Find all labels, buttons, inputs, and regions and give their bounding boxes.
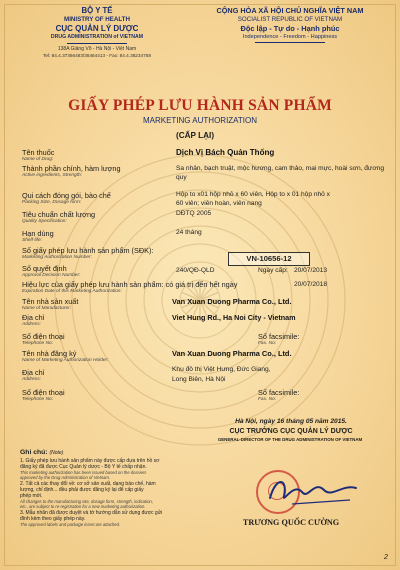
label-ingredients: Thành phần chính, hàm lượng bbox=[22, 164, 121, 173]
value-issue-date: 20/07/2013 bbox=[294, 267, 328, 274]
label-registrant-fax-en: Fax. No: bbox=[258, 397, 277, 402]
header-left-divider bbox=[67, 43, 127, 44]
director-title-en: GENERAL-DIRECTOR OF THE DRUG ADMINISTRATION OF VIETNAM bbox=[217, 437, 363, 442]
national-motto: Độc lập - Tự do - Hạnh phúc bbox=[240, 24, 340, 33]
label-manufacturer-en: Name of Manufacturer: bbox=[22, 306, 72, 311]
label-manufacturer: Tên nhà sản xuất bbox=[22, 297, 79, 306]
republic-name: CỘNG HÒA XÃ HỘI CHỦ NGHĨA VIỆT NAM bbox=[216, 6, 364, 15]
label-manufacturer-fax-en: Fax. No: bbox=[258, 341, 277, 346]
value-registrant-address-line1: Khu đô thị Việt Hưng, Đức Giang, bbox=[172, 366, 271, 373]
document-subtitle: MARKETING AUTHORIZATION bbox=[142, 116, 258, 125]
label-registrant: Tên nhà đăng ký bbox=[22, 349, 77, 358]
signer-name: TRƯƠNG QUỐC CƯỜNG bbox=[242, 518, 340, 527]
value-decision-number: 240/QĐ-QLD bbox=[176, 267, 215, 274]
label-registrant-address: Địa chỉ bbox=[22, 368, 45, 377]
label-manufacturer-fax: Số facsimile: bbox=[258, 332, 300, 341]
notes-list bbox=[20, 458, 180, 527]
label-registration-number-en: Marketing Authorization Number: bbox=[22, 255, 92, 260]
value-registrant: Van Xuan Duong Pharma Co., Ltd. bbox=[172, 349, 292, 358]
header-right bbox=[190, 6, 390, 43]
header-left bbox=[22, 6, 172, 58]
label-decision-number: Số quyết định bbox=[22, 264, 67, 273]
director-title: CỤC TRƯỞNG CỤC QUẢN LÝ DƯỢC bbox=[229, 428, 353, 435]
label-drug-name: Tên thuốc bbox=[22, 148, 55, 157]
label-registrant-phone-en: Telephone No: bbox=[22, 397, 54, 402]
value-registrant-address-line2: Long Biên, Hà Nội bbox=[172, 376, 226, 383]
label-manufacturer-phone-en: Telephone No: bbox=[22, 341, 54, 346]
value-shelf-life: 24 tháng bbox=[176, 229, 202, 236]
ministry-name: BỘ Y TẾ bbox=[81, 6, 113, 15]
reissue-label: (CẤP LẠI) bbox=[176, 131, 215, 140]
label-ingredients-en: Active ingredients, Strength: bbox=[22, 173, 82, 178]
label-registrant-phone: Số điện thoại bbox=[22, 388, 65, 397]
label-registration-number: Số giấy phép lưu hành sản phẩm (SĐK): bbox=[22, 246, 154, 255]
label-registrant-fax: Số facsimile: bbox=[258, 388, 300, 397]
value-manufacturer: Van Xuan Duong Pharma Co., Ltd. bbox=[172, 297, 292, 306]
label-issue-date: Ngày cấp: bbox=[258, 267, 288, 274]
value-packing-line1: Hộp to x01 hộp nhỏ x 60 viên, Hộp to x 01 hộp nhỏ x bbox=[176, 191, 330, 198]
value-registration-number: VN-10656-12 bbox=[228, 252, 310, 266]
label-quality-en: Quality Specification: bbox=[22, 219, 67, 224]
note-3-line1: 3. Mẫu nhãn đã được duyệt và tờ hướng dẫn sử dụng được gửi bbox=[20, 510, 163, 516]
label-expiration-en: Expiration Date of this Marketing Authorization: bbox=[22, 289, 122, 294]
note-1-en-line2: approved by the Drug Administration of Vietnam. bbox=[20, 475, 111, 480]
value-drug-name: Dịch Vị Bách Quản Thống bbox=[176, 148, 275, 157]
drug-admin-name: CỤC QUẢN LÝ DƯỢC bbox=[55, 24, 139, 33]
note-1-line1: 1. Giấy phép lưu hành sản phẩm này được cấp dựa trên hồ sơ bbox=[20, 458, 160, 464]
page-corner-mark: 2 bbox=[384, 554, 388, 561]
note-3-line2: đính kèm theo giấy phép này. bbox=[20, 516, 86, 522]
note-2-en-line2: etc., are subject to re-registration for a new marketing authorization. bbox=[20, 504, 146, 509]
document-title: GIẤY PHÉP LƯU HÀNH SẢN PHẨM bbox=[68, 97, 332, 114]
label-manufacturer-address: Địa chỉ bbox=[22, 313, 45, 322]
label-packing: Qui cách đóng gói, bào chế bbox=[22, 191, 111, 200]
label-drug-name-en: Name of Drug: bbox=[22, 157, 54, 162]
notes-title: Ghi chú: (Note) bbox=[20, 449, 64, 456]
value-ingredients: Sa nhân, bạch truật, mộc hương, cam thảo, mai mực, hoài sơn, đương quy bbox=[176, 165, 385, 181]
drug-admin-name-en: DRUG ADMINISTRATION of VIETNAM bbox=[50, 34, 144, 40]
label-packing-en: Packing Size, Dosage form: bbox=[22, 200, 82, 205]
label-shelf-life-en: Shelf-life: bbox=[22, 238, 42, 243]
note-2-line3: phép mới. bbox=[20, 493, 43, 499]
value-manufacturer-address: Viet Hung Rd., Ha Noi City - Vietnam bbox=[172, 313, 296, 322]
note-1-line2: đăng ký đã được Cục Quản lý dược - Bộ Y tế chấp nhận. bbox=[20, 464, 147, 470]
drug-admin-phone: Tel: 84.4.37366483/38464413 - Fax: 84.4.38234758 bbox=[43, 53, 151, 58]
note-2-en-line1: All changes to the manufacturing site, dosage form, strength, indication, bbox=[20, 499, 153, 504]
label-shelf-life: Hạn dùng bbox=[22, 229, 54, 238]
label-manufacturer-phone: Số điện thoại bbox=[22, 332, 65, 341]
label-registrant-address-en: Address: bbox=[22, 377, 41, 382]
value-expiration: 20/07/2018 bbox=[294, 281, 328, 288]
value-packing-line2: 60 viên; viên hoàn, viên nang bbox=[176, 200, 262, 207]
drug-admin-address: 138A Giảng Võ - Hà Nội - Việt Nam bbox=[57, 46, 137, 52]
label-quality: Tiêu chuẩn chất lượng bbox=[22, 210, 96, 219]
header-right-divider bbox=[255, 42, 325, 43]
issue-place-date: Hà Nội, ngày 16 tháng 05 năm 2015. bbox=[235, 418, 347, 425]
note-2-line2: lượng, chỉ định... đều phải được đăng ký lại để cấp giấy bbox=[20, 487, 144, 493]
note-1-en-line1: This marketing authorization has been issued based on the dossiers bbox=[20, 470, 147, 475]
signature bbox=[262, 470, 362, 510]
ministry-name-en: MINISTRY OF HEALTH bbox=[64, 16, 130, 23]
republic-name-en: SOCIALIST REPUBLIC OF VIETNAM bbox=[237, 16, 343, 23]
label-expiration: Hiệu lực của giấy phép lưu hành sản phẩm: có giá trị đến hết ngày bbox=[22, 280, 238, 289]
national-motto-en: Independence - Freedom - Happiness bbox=[242, 34, 338, 40]
label-decision-number-en: Approval Decision Number: bbox=[22, 273, 81, 278]
label-registrant-en: Name of Marketing Authorization Holder: bbox=[22, 358, 109, 363]
note-2-line1: 2. Tất cả các thay đổi về: cơ sở sản xuất, dạng bào chế, hàm bbox=[20, 481, 156, 487]
label-manufacturer-address-en: Address: bbox=[22, 322, 41, 327]
value-quality: DĐTQ 2005 bbox=[176, 210, 212, 217]
note-3-en-line1: The approved labels and package insert are attached. bbox=[20, 522, 121, 527]
